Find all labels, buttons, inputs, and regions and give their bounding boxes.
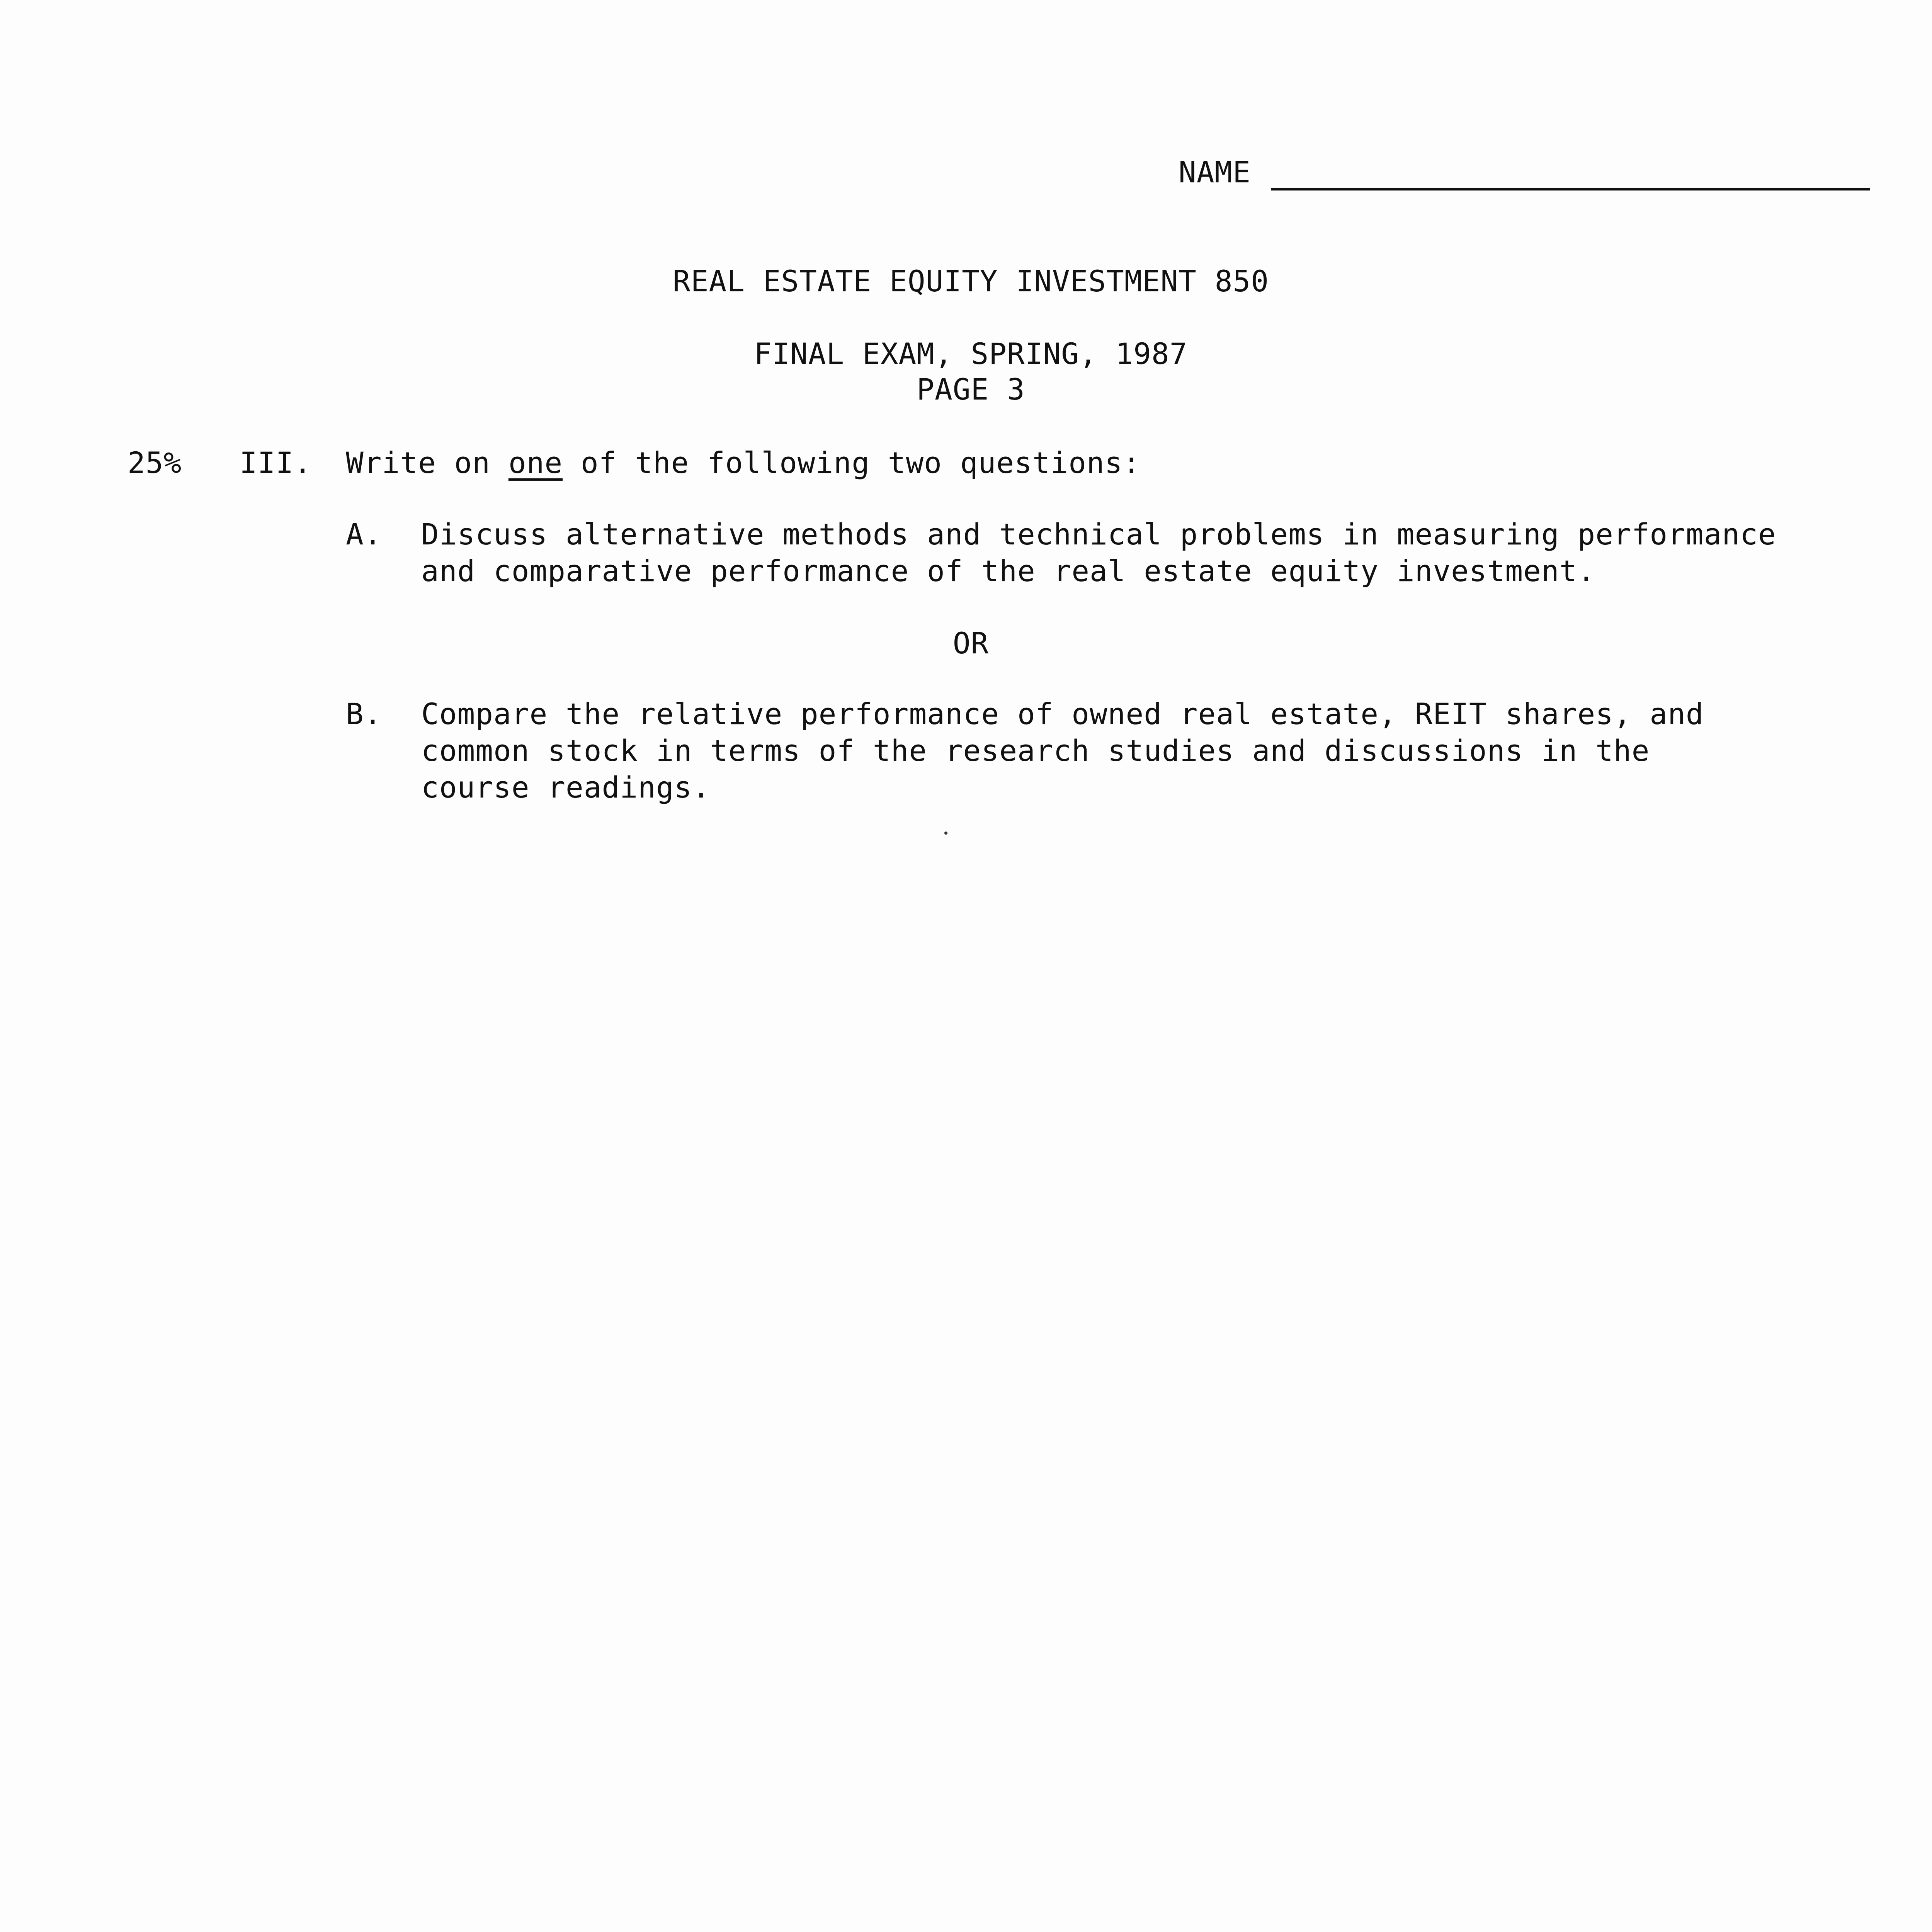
option-b-line-2: common stock in terms of the research studies and discussions in the [421,733,1650,768]
course-title: REAL ESTATE EQUITY INVESTMENT 850 [673,264,1269,298]
name-label: NAME [1179,155,1251,189]
option-b-line-1: Compare the relative performance of owned real estate, REIT shares, and [421,697,1704,731]
name-blank-line [1271,188,1870,190]
page-number: PAGE 3 [917,372,1025,406]
option-a-line-2: and comparative performance of the real estate equity investment. [421,554,1596,588]
option-a-letter: A. [346,517,382,551]
or-separator: OR [952,626,989,660]
exam-title: FINAL EXAM, SPRING, 1987 [754,337,1188,371]
question-weight: 25% [128,446,182,480]
question-numeral: III. [240,446,312,480]
instruction-start: Write on [346,446,509,480]
question-instruction [346,444,1141,481]
instruction-emphasis: one [508,446,563,480]
option-a-line-1: Discuss alternative methods and technical problems in measuring performance [421,517,1776,551]
scan-speck [944,832,947,835]
instruction-end: of the following two questions: [563,446,1141,480]
option-b-letter: B. [346,697,382,731]
option-b-line-3: course readings. [421,770,711,804]
